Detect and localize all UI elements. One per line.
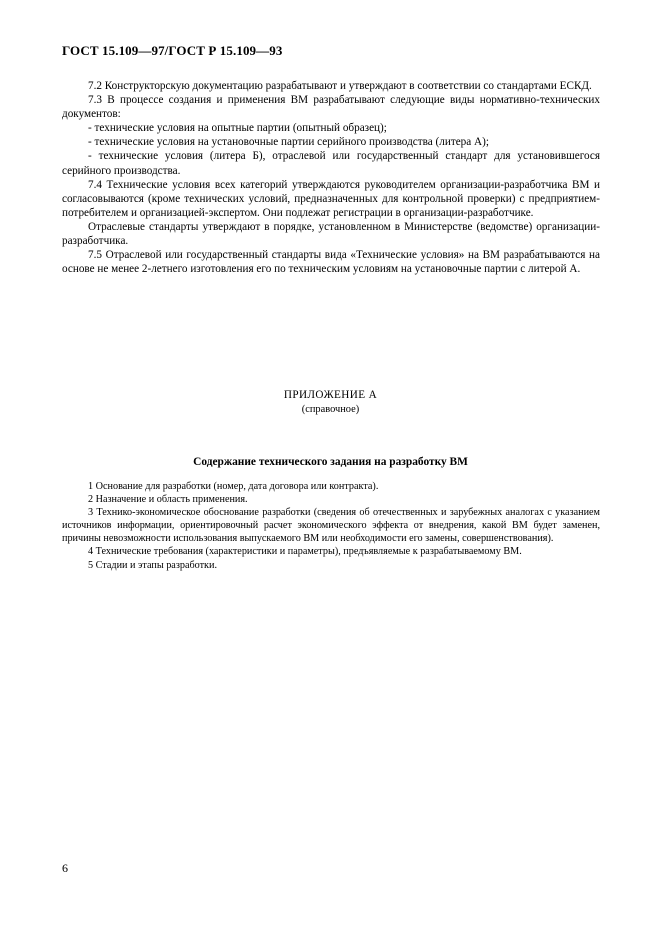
appendix-item: 1 Основание для разработки (номер, дата договора или контракта). [88,481,379,492]
section-7-text [62,79,600,276]
paragraph-7-5: 7.5 Отраслевой или государственный стандарты вида «Технические условия» на ВМ разрабатываются на основе не менее 2-летнего изготовления его по техническим условиям на установочные партии с литерой А. [62,249,600,276]
paragraph-7-3: 7.3 В процессе создания и применения ВМ разрабатывают следующие виды нормативно-технических документов: [62,94,600,121]
paragraph-industry-standards: Отраслевые стандарты утверждают в порядке, установленном в Министерстве (ведомстве) организации-разработчика. [62,220,600,248]
appendix-content-title: Содержание технического задания на разработку ВМ [193,456,468,468]
list-item-setup-batches: - технические условия на установочные партии серийного производства (литера А); [88,136,489,149]
standard-header: ГОСТ 15.109—97/ГОСТ Р 15.109—93 [62,43,283,58]
page-number: 6 [62,861,68,875]
appendix-item: 5 Стадии и этапы разработки. [88,559,218,571]
paragraph-7-2: 7.2 Конструкторскую документацию разрабатывают и утверждают в соответствии со стандартами ЕСКД. [88,80,592,92]
appendix-item: 4 Технические требования (характеристики и параметры), предъявляемые к разрабатываемому ВМ. [88,546,522,558]
list-item-pilot-batches: - технические условия на опытные партии (опытный образец); [88,122,387,135]
appendix-subtitle: (справочное) [301,404,360,415]
appendix-item: 2 Назначение и область применения. [88,494,248,506]
list-item-serial-production: - технические условия (литера Б), отраслевой или государственный стандарт для установившегося серийного производства. [62,150,600,177]
appendix-items [62,480,600,572]
paragraph-7-4: 7.4 Технические условия всех категорий утверждаются руководителем организации-разработчика ВМ и согласовываются (кроме технических условий, предназначенных для контрольной проверки) с предприятием-потребителем и организацией-экспертом. Они подлежат регистрации в организации-разработчике. [62,178,600,219]
appendix-title: ПРИЛОЖЕНИЕ А [283,389,378,401]
appendix-item: 3 Технико-экономическое обоснование разработки (сведения об отечественных и зарубежных аналогах с указанием источников информации, ориентировочный расчет экономического эффекта от внедрения, какой ВМ будет заменен, причины невозможности использования выпускаемого ВМ или необходимости его замены, совершенствования). [62,507,600,545]
